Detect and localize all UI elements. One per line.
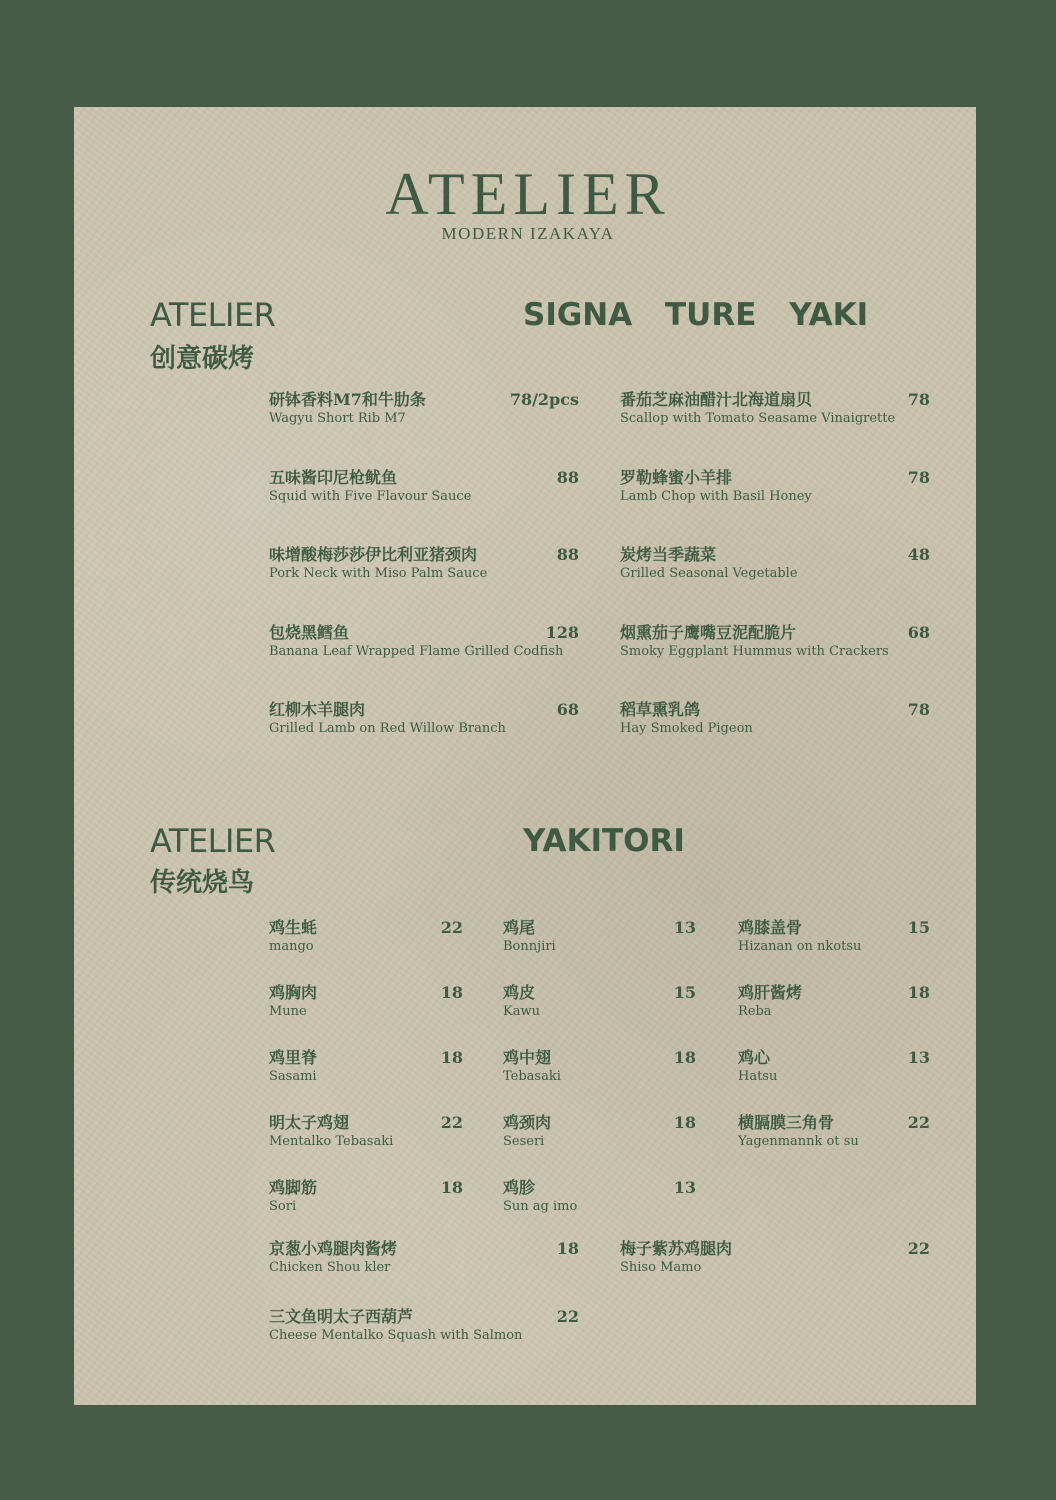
menu-item-price: 15 — [673, 983, 696, 1002]
menu-item — [269, 700, 506, 738]
menu-item-name-cn: 鸡生蚝 — [269, 918, 318, 937]
menu-item — [503, 918, 556, 956]
menu-item-name-en: Tebasaki — [503, 1069, 561, 1084]
menu-item-name-cn: 五味酱印尼枪鱿鱼 — [269, 467, 398, 487]
menu-item-price: 78 — [907, 390, 930, 409]
menu-item-name-cn: 鸡中翅 — [503, 1048, 552, 1067]
menu-item-name-cn: 梅子紫苏鸡腿肉 — [620, 1239, 733, 1258]
menu-item-name-cn: 番茄芝麻油醋汁北海道扇贝 — [620, 390, 813, 409]
menu-item-name-cn: 鸡膝盖骨 — [738, 918, 803, 937]
menu-item — [269, 1239, 397, 1277]
menu-item-name-en: Hay Smoked Pigeon — [620, 721, 753, 736]
section1-title: SIGNA TURE YAKI — [523, 297, 869, 333]
menu-item-name-en: Mentalko Tebasaki — [269, 1134, 394, 1149]
menu-item-price: 48 — [907, 545, 930, 564]
menu-item-name-en: Cheese Mentalko Squash with Salmon — [269, 1328, 523, 1343]
menu-item-price: 18 — [440, 983, 463, 1002]
menu-item-price: 18 — [440, 1178, 463, 1197]
menu-item-price: 18 — [673, 1048, 696, 1067]
menu-item-name-cn: 鸡皮 — [503, 983, 536, 1002]
menu-item-name-en: Smoky Eggplant Hummus with Crackers — [620, 643, 889, 659]
menu-item-price: 68 — [907, 622, 930, 642]
menu-item-name-en: Hizanan on nkotsu — [738, 939, 862, 954]
menu-item-name-en: Sori — [269, 1199, 297, 1214]
menu-item — [620, 468, 812, 506]
menu-item — [738, 1048, 777, 1086]
menu-item-name-en: Shiso Mamo — [620, 1260, 702, 1275]
menu-item — [269, 1113, 393, 1151]
menu-item-name-cn: 鸡脚筋 — [269, 1178, 318, 1197]
menu-item — [620, 1239, 732, 1277]
menu-item-price: 22 — [907, 1239, 930, 1258]
menu-item-name-en: Grilled Lamb on Red Willow Branch — [269, 721, 506, 736]
menu-item-name-cn: 罗勒蜂蜜小羊排 — [620, 467, 733, 487]
menu-item-name-cn: 明太子鸡翅 — [269, 1113, 350, 1132]
menu-item-name-en: Squid with Five Flavour Sauce — [269, 488, 472, 504]
section1-label-cn: 创意碳烤 — [150, 344, 255, 374]
menu-item-name-en: Lamb Chop with Basil Honey — [620, 488, 812, 504]
menu-item-price: 78/2pcs — [509, 390, 579, 409]
menu-item-price: 18 — [440, 1048, 463, 1067]
menu-item — [269, 918, 317, 956]
menu-item — [738, 983, 802, 1021]
menu-item-name-en: Sasami — [269, 1069, 317, 1084]
menu-item-name-cn: 鸡心 — [738, 1048, 771, 1067]
menu-item-name-en: Mune — [269, 1004, 307, 1019]
menu-item — [503, 1178, 577, 1216]
menu-item — [269, 390, 426, 428]
menu-item — [269, 623, 563, 661]
menu-item-name-cn: 稻草熏乳鸽 — [620, 700, 701, 719]
menu-item-name-cn: 味增酸梅莎莎伊比利亚猪颈肉 — [269, 545, 478, 564]
menu-item — [620, 545, 798, 583]
menu-item — [503, 1048, 561, 1086]
menu-item — [503, 983, 540, 1021]
section2-title: YAKITORI — [523, 823, 685, 859]
menu-item — [269, 1178, 317, 1216]
menu-item-name-en: Sun ag imo — [503, 1199, 578, 1214]
menu-item-price: 22 — [440, 1113, 463, 1132]
menu-item-price: 22 — [907, 1113, 930, 1132]
menu-item — [620, 623, 889, 661]
menu-item-name-en: Banana Leaf Wrapped Flame Grilled Codfish — [269, 643, 564, 659]
menu-item — [269, 1048, 317, 1086]
menu-item — [269, 545, 487, 583]
menu-item-price: 18 — [556, 1239, 579, 1258]
menu-item-name-cn: 红柳木羊腿肉 — [269, 700, 366, 719]
menu-item-price: 68 — [556, 700, 579, 719]
menu-item-name-cn: 鸡肝酱烤 — [738, 983, 803, 1002]
menu-item-name-cn: 烟熏茄子鹰嘴豆泥配脆片 — [620, 622, 797, 642]
menu-item-price: 13 — [907, 1048, 930, 1067]
menu-item-price: 78 — [907, 700, 930, 719]
menu-item-name-cn: 包烧黑鳕鱼 — [269, 622, 350, 642]
menu-item-price: 13 — [673, 1178, 696, 1197]
menu-item-name-cn: 鸡胸肉 — [269, 983, 318, 1002]
menu-item — [269, 1307, 522, 1345]
menu-item-name-en: Reba — [738, 1004, 772, 1019]
menu-item — [503, 1113, 551, 1151]
brand-name: ATELIER — [385, 161, 671, 227]
menu-item-name-cn: 鸡尾 — [503, 918, 536, 937]
menu-item-name-en: Hatsu — [738, 1069, 778, 1084]
menu-item-name-cn: 研钵香料M7和牛肋条 — [269, 390, 426, 409]
menu-item-name-cn: 鸡里脊 — [269, 1048, 318, 1067]
menu-item-price: 15 — [907, 918, 930, 937]
menu-item-price: 18 — [907, 983, 930, 1002]
menu-item-name-cn: 鸡颈肉 — [503, 1113, 552, 1132]
menu-item-price: 22 — [440, 918, 463, 937]
menu-item-price: 78 — [907, 467, 930, 487]
menu-item-price: 128 — [545, 622, 579, 642]
menu-item-name-cn: 炭烤当季蔬菜 — [620, 545, 717, 564]
menu-item — [738, 918, 861, 956]
menu-item-name-en: Grilled Seasonal Vegetable — [620, 566, 798, 581]
menu-item — [738, 1113, 859, 1151]
menu-item-name-en: Yagenmannk ot su — [738, 1134, 859, 1149]
menu-item — [269, 983, 317, 1021]
section1-label-en: ATELIER — [150, 296, 276, 334]
menu-item-name-cn: 鸡胗 — [503, 1178, 536, 1197]
menu-item-name-en: Bonnjiri — [503, 939, 556, 954]
menu-item-name-en: Pork Neck with Miso Palm Sauce — [269, 566, 488, 581]
menu-item-price: 88 — [556, 545, 579, 564]
menu-item — [620, 390, 895, 428]
menu-item-price: 88 — [556, 467, 579, 487]
section2-label-en: ATELIER — [150, 822, 276, 860]
section2-label-cn: 传统烧鸟 — [150, 868, 255, 898]
menu-item-price: 22 — [556, 1307, 579, 1326]
menu-item-name-cn: 京葱小鸡腿肉酱烤 — [269, 1239, 398, 1258]
menu-item — [620, 700, 753, 738]
menu-item-name-en: mango — [269, 939, 314, 954]
menu-item-name-en: Chicken Shou kler — [269, 1260, 391, 1275]
menu-item-name-en: Kawu — [503, 1004, 540, 1019]
menu-item-name-en: Scallop with Tomato Seasame Vinaigrette — [620, 411, 896, 426]
menu-item-name-cn: 横膈膜三角骨 — [738, 1113, 835, 1132]
menu-item-name-cn: 三文鱼明太子西葫芦 — [269, 1307, 414, 1326]
menu-item-name-en: Seseri — [503, 1134, 545, 1149]
menu-item — [269, 468, 471, 506]
menu-item-price: 13 — [673, 918, 696, 937]
menu-item-price: 18 — [673, 1113, 696, 1132]
menu-item-name-en: Wagyu Short Rib M7 — [269, 411, 406, 426]
brand-subtitle: MODERN IZAKAYA — [441, 224, 615, 243]
